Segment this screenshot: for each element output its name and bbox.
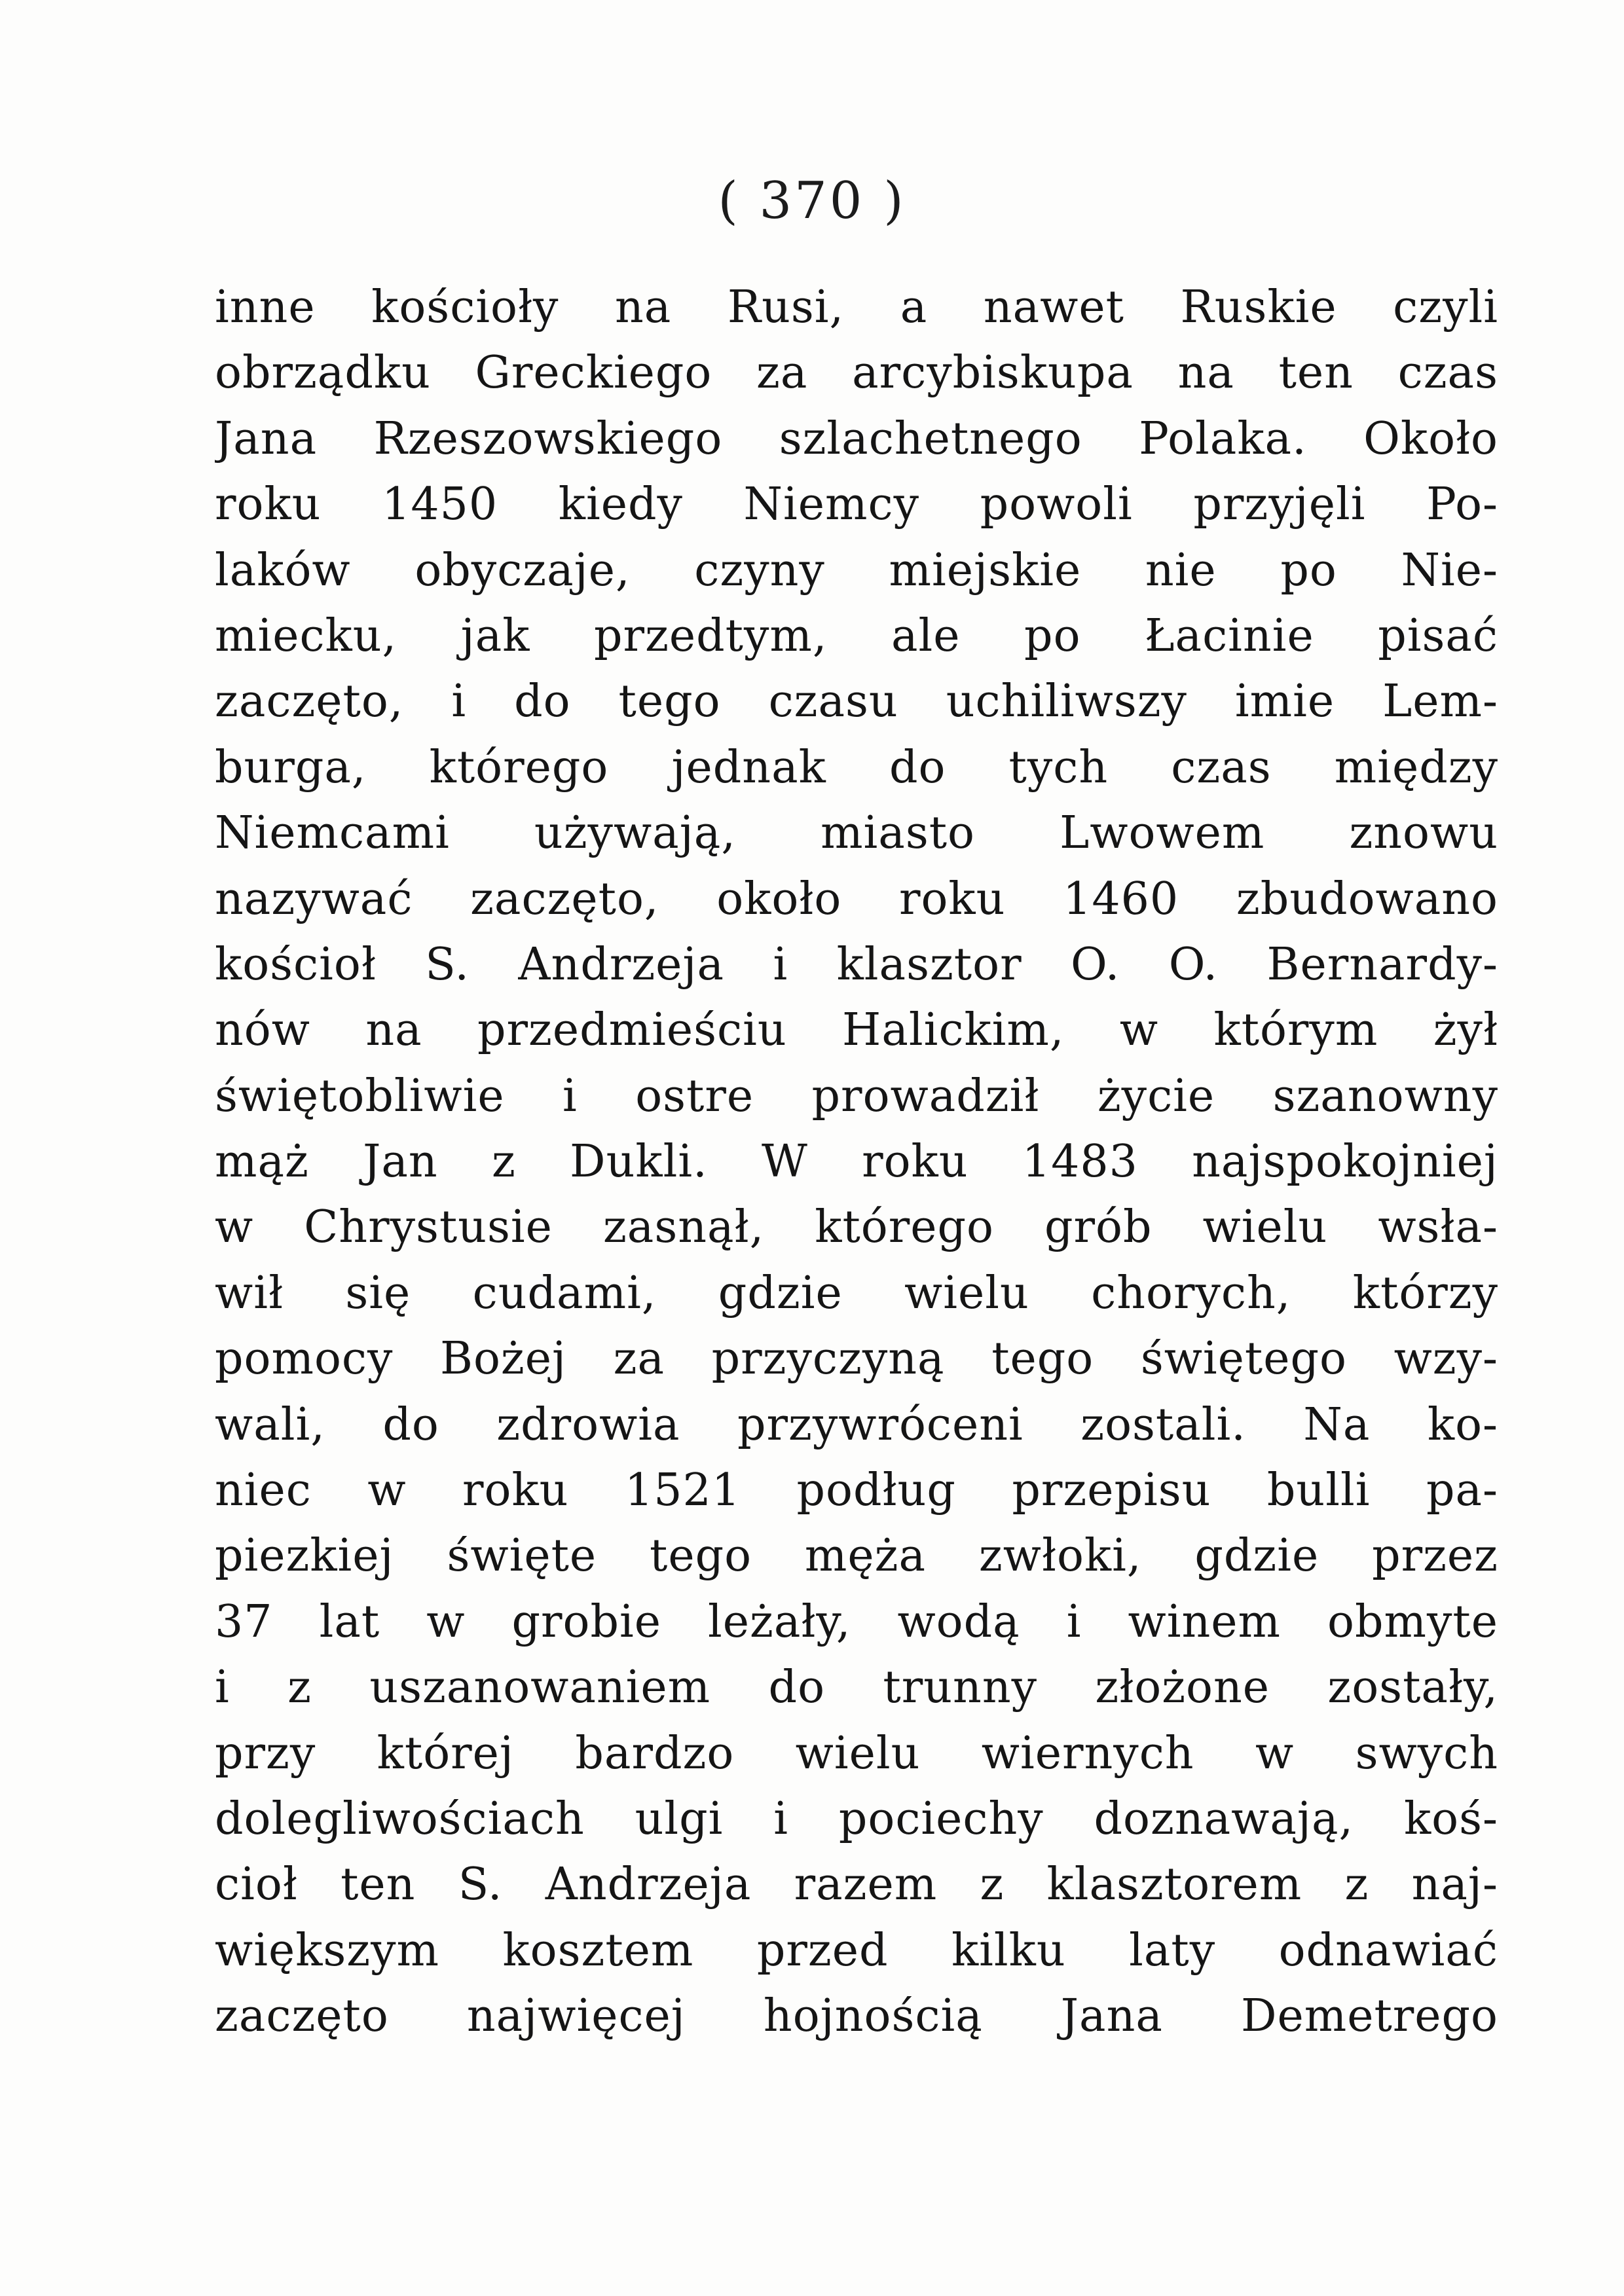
text-line: cioł ten S. Andrzeja razem z klasztorem z naj- [215, 1859, 1498, 1911]
text-line: roku 1450 kiedy Niemcy powoli przyjęli Po- [215, 479, 1498, 531]
text-line: nów na przedmieściu Halickim, w którym żył [215, 1004, 1498, 1057]
body-text [215, 275, 1498, 2050]
text-line: piezkiej święte tego męża zwłoki, gdzie przez [215, 1530, 1498, 1582]
text-line: inne kościoły na Rusi, a nawet Ruskie czyli [215, 282, 1498, 333]
text-line: i z uszanowaniem do trunny złożone zostały, [215, 1662, 1498, 1714]
text-line: zaczęto, i do tego czasu uchiliwszy imie Lem- [215, 676, 1498, 728]
text-line: świętobliwie i ostre prowadził życie szanowny [215, 1070, 1498, 1122]
text-line: Jana Rzeszowskiego szlachetnego Polaka. Około [215, 412, 1498, 465]
text-line: mąż Jan z Dukli. W roku 1483 najspokojniej [215, 1136, 1498, 1188]
page-number: ( 370 ) [718, 172, 906, 230]
text-line: przy której bardzo wielu wiernych w swych [215, 1727, 1498, 1779]
text-line: zaczęto najwięcej hojnością Jana Demetrego [215, 1990, 1498, 2043]
text-line: dolegliwościach ulgi i pociechy doznawają, koś- [215, 1793, 1498, 1845]
text-line: pomocy Bożej za przyczyną tego świętego wzy- [215, 1333, 1498, 1385]
text-line: obrządku Greckiego za arcybiskupa na ten czas [215, 347, 1498, 399]
text-line: niec w roku 1521 podług przepisu bulli pa- [215, 1465, 1498, 1517]
text-line: laków obyczaje, czyny miejskie nie po Nie- [215, 544, 1498, 596]
text-line: wali, do zdrowia przywróceni zostali. Na ko- [215, 1398, 1498, 1451]
text-line: Niemcami używają, miasto Lwowem znowu [215, 807, 1498, 860]
text-line: burga, którego jednak do tych czas między [215, 741, 1498, 793]
text-line: w Chrystusie zasnął, którego grób wielu wsła- [215, 1201, 1498, 1254]
text-line: wił się cudami, gdzie wielu chorych, którzy [215, 1267, 1498, 1319]
text-line: miecku, jak przedtym, ale po Łacinie pisać [215, 610, 1498, 662]
text-line: 37 lat w grobie leżały, wodą i winem obmyte [215, 1595, 1498, 1648]
text-line: kościoł S. Andrzeja i klasztor O. O. Bernardy- [215, 938, 1498, 991]
text-line: nazywać zaczęto, około roku 1460 zbudowano [215, 873, 1498, 925]
text-line: większym kosztem przed kilku laty odnawiać [215, 1924, 1498, 1977]
